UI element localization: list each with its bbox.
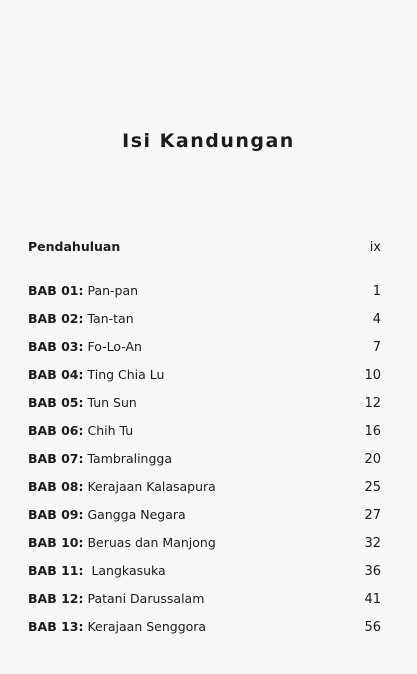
chapter-name: Beruas dan Manjong: [87, 535, 216, 550]
toc-entry: [28, 389, 381, 417]
toc-entry-title: [28, 445, 172, 473]
toc-entry-title: [28, 417, 133, 445]
chapter-name: Kerajaan Kalasapura: [87, 479, 216, 494]
chapter-number: BAB 03:: [28, 339, 84, 354]
toc-page-number: 36: [364, 564, 381, 579]
toc-page-number: 1: [372, 284, 381, 299]
toc-entry-title: [28, 389, 137, 417]
toc-page-number: 10: [364, 368, 381, 383]
toc-entry: [28, 277, 381, 305]
chapter-number: BAB 04:: [28, 367, 84, 382]
chapter-name: Kerajaan Senggora: [87, 619, 207, 634]
toc-entry: [28, 529, 381, 557]
toc-entry: [28, 305, 381, 333]
chapter-name: Tun Sun: [87, 395, 137, 410]
toc-page-number: 25: [364, 480, 381, 495]
chapter-number: BAB 13:: [28, 619, 84, 634]
chapter-name: Langkasuka: [91, 563, 166, 578]
toc-entry: [28, 473, 381, 501]
chapter-number: BAB 11:: [28, 563, 84, 578]
toc-entry-title: Pendahuluan: [28, 239, 121, 254]
toc-page-number: ix: [369, 240, 381, 255]
chapter-number: BAB 02:: [28, 311, 84, 326]
chapter-number: BAB 09:: [28, 507, 84, 522]
chapter-name: Ting Chia Lu: [87, 367, 165, 382]
toc-page-number: 41: [364, 592, 381, 607]
toc-page-number: 20: [364, 452, 381, 467]
toc-page-number: 7: [372, 340, 381, 355]
toc-entry: [28, 585, 381, 613]
toc-entry-title: [28, 585, 204, 613]
toc-entry: [28, 501, 381, 529]
toc-entry: [28, 557, 381, 585]
toc-entry: [28, 445, 381, 473]
toc-entry-title: [28, 361, 164, 389]
chapter-name: Patani Darussalam: [87, 591, 205, 606]
chapter-number: BAB 10:: [28, 535, 84, 550]
toc-entry-title: [28, 557, 166, 585]
toc-entry-title: [28, 333, 142, 361]
chapter-number: BAB 12:: [28, 591, 84, 606]
toc-entry-title: [28, 501, 186, 529]
chapter-number: BAB 08:: [28, 479, 84, 494]
toc-entry: [28, 417, 381, 445]
chapter-name: Gangga Negara: [87, 507, 186, 522]
chapter-name: Chih Tu: [87, 423, 134, 438]
chapter-name: Pan-pan: [87, 283, 139, 298]
table-of-contents: [28, 233, 381, 641]
toc-entry: [28, 361, 381, 389]
chapter-number: BAB 01:: [28, 283, 84, 298]
chapter-number: BAB 07:: [28, 451, 84, 466]
toc-entry-title: [28, 305, 134, 333]
toc-page-number: 32: [364, 536, 381, 551]
toc-page-number: 16: [364, 424, 381, 439]
toc-page-number: 56: [364, 620, 381, 635]
chapter-name: Tan-tan: [87, 311, 134, 326]
toc-page-number: 27: [364, 508, 381, 523]
chapter-name: Tambralingga: [87, 451, 173, 466]
toc-entry-title: [28, 529, 216, 557]
toc-entry: [28, 333, 381, 361]
toc-page-number: 4: [372, 312, 381, 327]
toc-page-number: 12: [364, 396, 381, 411]
chapter-number: BAB 05:: [28, 395, 84, 410]
toc-entry-intro: [28, 233, 381, 261]
chapter-number: BAB 06:: [28, 423, 84, 438]
chapter-name: Fo-Lo-An: [87, 339, 142, 354]
toc-entry-title: [28, 277, 138, 305]
toc-entry: [28, 613, 381, 641]
page-title: Isi Kandungan: [122, 130, 295, 152]
toc-entry-title: [28, 613, 206, 641]
toc-entry-title: [28, 473, 216, 501]
